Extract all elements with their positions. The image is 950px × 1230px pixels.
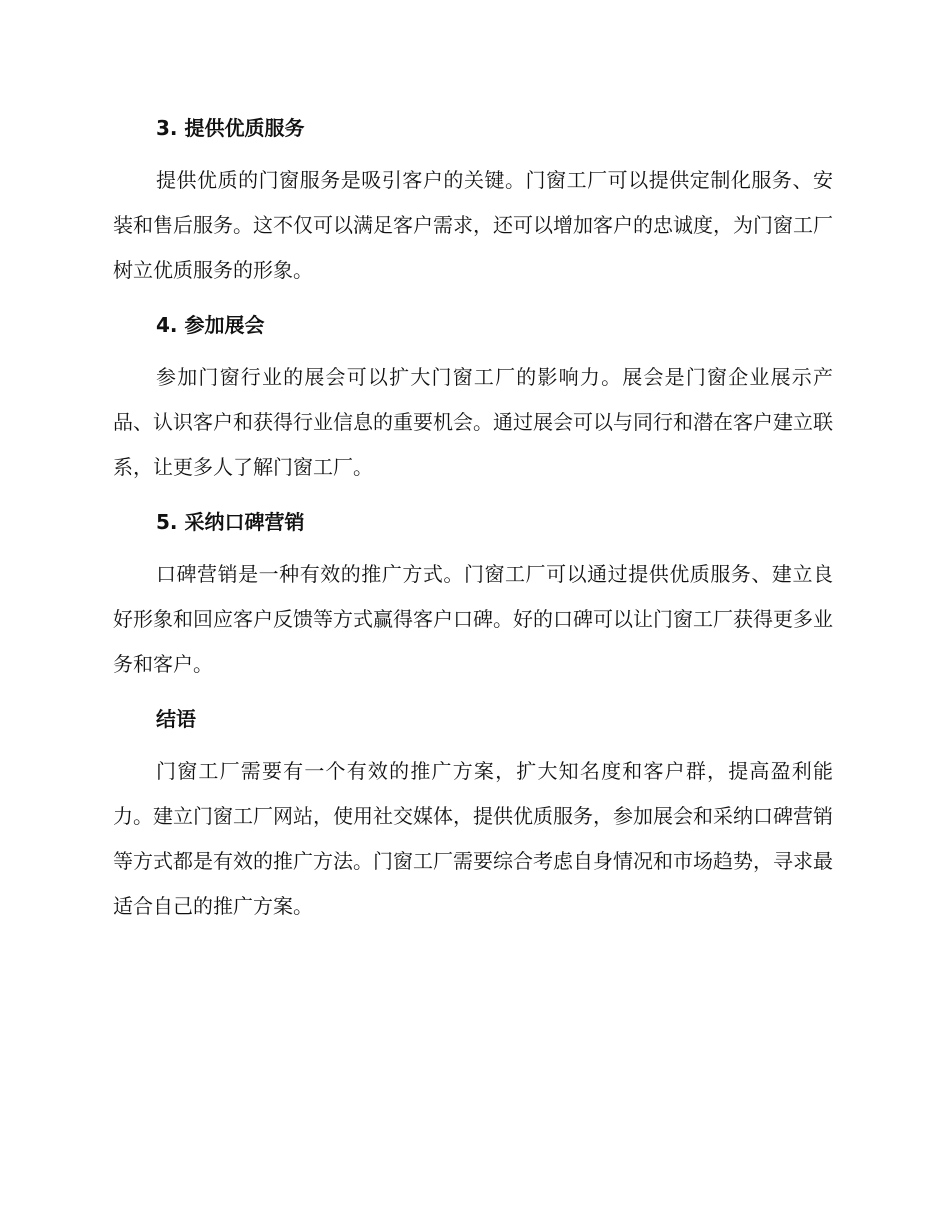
document-body bbox=[113, 110, 833, 929]
section-paragraph-word-of-mouth: 口碑营销是一种有效的推广方式。门窗工厂可以通过提供优质服务、建立良好形象和回应客户反馈等方式赢得客户口碑。好的口碑可以让门窗工厂获得更多业务和客户。 bbox=[113, 562, 833, 676]
section-heading-exhibition: 4. 参加展会 bbox=[156, 313, 265, 337]
section-paragraph-conclusion: 门窗工厂需要有一个有效的推广方案，扩大知名度和客户群，提高盈利能力。建立门窗工厂网站，使用社交媒体，提供优质服务，参加展会和采纳口碑营销等方式都是有效的推广方法。门窗工厂需要综合考虑自身情况和市场趋势，寻求最适合自己的推广方案。 bbox=[113, 759, 833, 918]
section-heading-service: 3. 提供优质服务 bbox=[156, 116, 305, 140]
section-paragraph-exhibition: 参加门窗行业的展会可以扩大门窗工厂的影响力。展会是门窗企业展示产品、认识客户和获得行业信息的重要机会。通过展会可以与同行和潜在客户建立联系，让更多人了解门窗工厂。 bbox=[113, 365, 833, 479]
section-paragraph-service: 提供优质的门窗服务是吸引客户的关键。门窗工厂可以提供定制化服务、安装和售后服务。这不仅可以满足客户需求，还可以增加客户的忠诚度，为门窗工厂树立优质服务的形象。 bbox=[113, 168, 833, 282]
section-heading-conclusion: 结语 bbox=[156, 707, 196, 731]
section-heading-word-of-mouth: 5. 采纳口碑营销 bbox=[156, 510, 305, 534]
